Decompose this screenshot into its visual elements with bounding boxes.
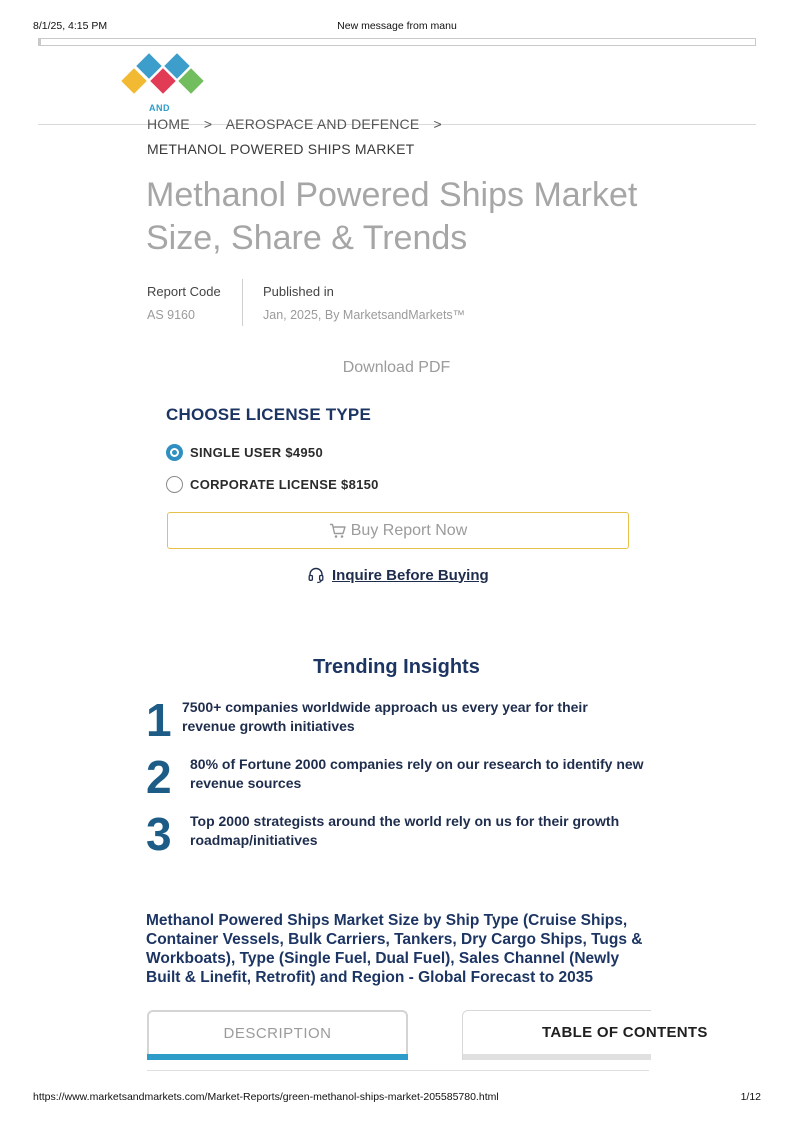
license-option-label: CORPORATE LICENSE $8150 (190, 476, 379, 492)
browser-address-bar (38, 38, 756, 46)
meta-divider (242, 279, 243, 326)
insight-number: 3 (146, 808, 172, 860)
inquire-link[interactable] (307, 566, 489, 584)
insight-number: 1 (146, 694, 172, 746)
trending-heading: Trending Insights (313, 656, 480, 678)
insight-text: 80% of Fortune 2000 companies rely on our research to identify new revenue sources (190, 756, 644, 791)
tab-label: TABLE OF CONTENTS (542, 1024, 708, 1041)
tab-label: DESCRIPTION (223, 1025, 332, 1042)
breadcrumb (147, 116, 452, 132)
license-option-single-user[interactable] (166, 442, 323, 462)
print-url: https://www.marketsandmarkets.com/Market-Reports/green-methanol-ships-market-205585780.html (33, 1091, 499, 1103)
logo-diamonds-icon (120, 56, 206, 106)
buy-report-label: Buy Report Now (350, 521, 468, 539)
radio-unselected[interactable] (166, 476, 183, 493)
breadcrumb-separator: > (433, 116, 442, 132)
print-page-number: 1/12 (740, 1091, 761, 1103)
published-value: Jan, 2025, By MarketsandMarkets™ (263, 308, 466, 322)
report-scope-heading: Methanol Powered Ships Market Size by Ship Type (Cruise Ships, Container Vessels, Bulk Carriers, Tankers, Dry Cargo Ships, Tugs & Workboats), Type (Single Fuel, Dual Fuel), Sales Channel (Newly Built & Linefit, Retrofit) and Region - Global Forecast to 2035 (146, 912, 643, 986)
breadcrumb-category[interactable]: AEROSPACE AND DEFENCE (225, 116, 420, 132)
print-header (33, 20, 761, 34)
page-title: Methanol Powered Ships Market Size, Share & Trends (146, 176, 638, 257)
print-datetime: 8/1/25, 4:15 PM (33, 20, 108, 32)
tabs-divider (147, 1070, 649, 1071)
cart-icon (329, 523, 347, 539)
insight-text: Top 2000 strategists around the world rely on us for their growth roadmap/initiatives (190, 813, 620, 848)
published-label: Published in (263, 284, 334, 299)
report-code-value: AS 9160 (147, 308, 195, 322)
license-option-label: SINGLE USER $4950 (190, 444, 323, 460)
logo-text: AND (149, 103, 170, 113)
insight-text: 7500+ companies worldwide approach us every year for their revenue growth initiatives (182, 699, 588, 734)
radio-selected[interactable] (166, 444, 183, 461)
breadcrumb-home[interactable]: HOME (147, 116, 190, 132)
tab-indicator (463, 1054, 651, 1060)
insight-item (146, 751, 656, 803)
download-pdf-link[interactable]: Download PDF (342, 359, 451, 376)
insight-item (146, 808, 656, 860)
headset-icon (307, 566, 325, 584)
buy-report-button[interactable] (167, 512, 629, 549)
insight-number: 2 (146, 751, 172, 803)
breadcrumb-current: METHANOL POWERED SHIPS MARKET (147, 141, 415, 157)
active-tab-indicator (147, 1054, 408, 1060)
insight-item (146, 694, 656, 746)
breadcrumb-separator: > (203, 116, 213, 132)
print-title: New message from manu (337, 20, 457, 32)
license-heading: CHOOSE LICENSE TYPE (166, 405, 372, 424)
report-code-label: Report Code (147, 284, 221, 299)
tab-table-of-contents[interactable] (462, 1010, 708, 1060)
tab-description[interactable] (147, 1010, 408, 1060)
print-footer (33, 1091, 761, 1103)
company-logo[interactable] (120, 56, 206, 118)
inquire-label: Inquire Before Buying (332, 566, 489, 584)
license-option-corporate[interactable] (166, 474, 379, 494)
